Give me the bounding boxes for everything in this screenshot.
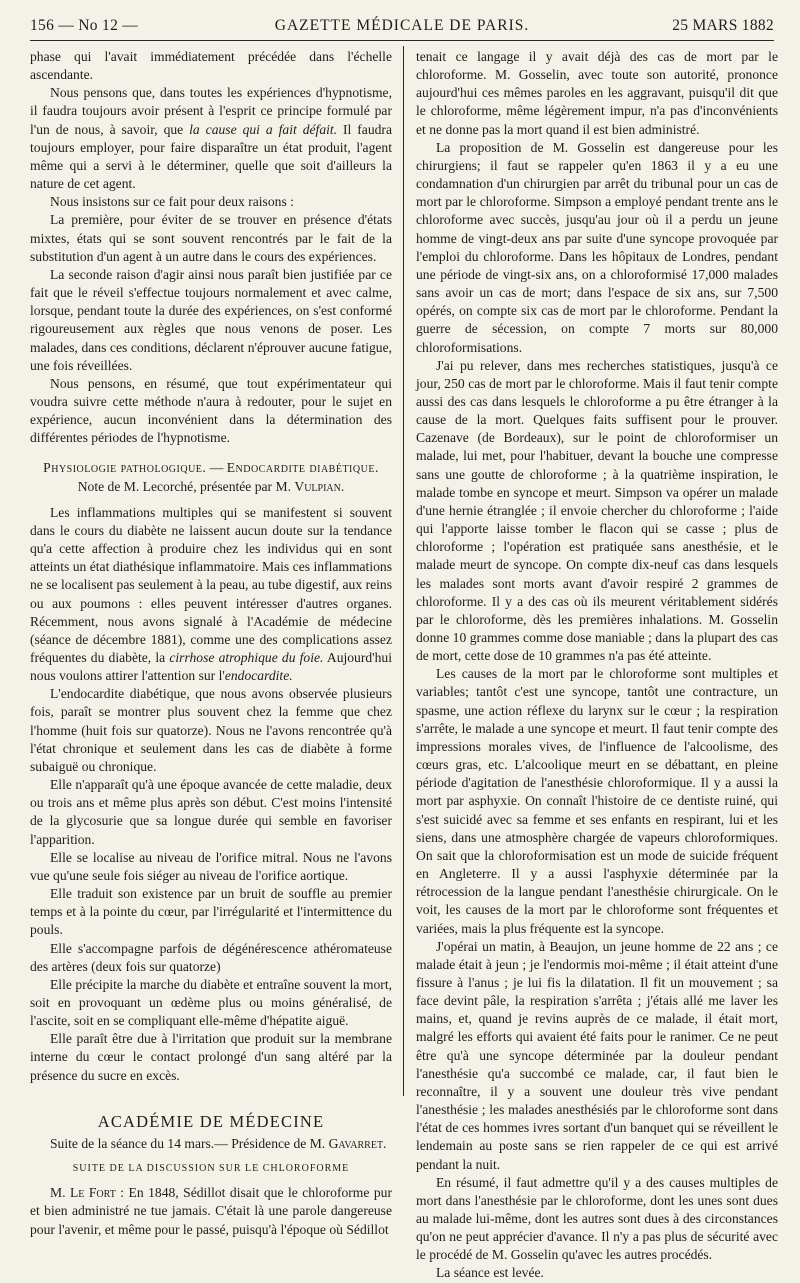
discussion-heading: SUITE DE LA DISCUSSION SUR LE CHLOROFORME [72, 1163, 350, 1175]
paragraph: La séance est levée. [436, 1265, 544, 1281]
issue-date: 25 MARS 1882 [672, 17, 774, 34]
paragraph: Elle n'apparaît qu'à une époque avancée de cette maladie, deux ou trois ans et même plus après son début. C'est moins l'intensité de la glycosurie que sa longue durée qui semble en favoriser l'apparition. [30, 777, 392, 847]
section-heading: Physiologie pathologique. — Endocardite diabétique. [43, 460, 379, 476]
column-divider [403, 46, 404, 1096]
paragraph: Elle précipite la marche du diabète et entraîne souvent la mort, soit en provoquant un œdème plus ou moins généralisé, de l'ascite, soit en se compliquant elle-même d'hépatite aiguë. [30, 976, 392, 1029]
journal-title: GAZETTE MÉDICALE DE PARIS. [274, 17, 530, 34]
paragraph: L'endocardite diabétique, que nous avons observée plusieurs fois, paraît se montrer plus souvent chez la femme que chez l'homme (huit fois sur quatorze). Nous ne l'avons rencontrée qu'à l'état chronique et seulement dans les cas de diabète à forme subaiguë ou chronique. [30, 686, 392, 774]
paragraph: En résumé, il faut admettre qu'il y a des causes multiples de mort dans l'anesthésie par le chloroforme, dont les unes sont dues au malade lui-même, dont les autres sont dues à des circonstances qu'on ne peut apprécier d'avance. Il n'y a pas plus de sécurité avec le procédé de M. Gosselin qu'avec les autres procédés. [416, 1174, 778, 1263]
page-header [30, 14, 774, 41]
paragraph: J'opérai un matin, à Beaujon, un jeune homme de 22 ans ; ce malade était à jeun ; je l'endormis moi-même ; il était atteint d'une fissure à l'anus ; je lui fis la dilatation. Il fit un mouvement ; sa face devint pâle, la respiration s'arrêta ; j'étais allé me laver les mains, et, quand je revins auprès de ce malade, il était mort, malgré les efforts qui avaient été faits pour le ranimer. Ce ne peut être qu'à une syncope déterminée par la douleur pendant l'anesthésie qu'a succombé ce malade, car, il faut bien le reconnaître, il y a souvent une douleur très vive pendant l'anesthésie ; les malades anesthésiés par le chloroforme sont dans l'état de ces hommes ivres sortant d'un banquet qui se réveillent le lendemain au poste sans se rien rappeler de ce qui est arrivé pendant la nuit. [416, 938, 778, 1172]
paragraph: La seconde raison d'agir ainsi nous paraît bien justifiée par ce fait que le réveil s'effectue toujours normalement et avec calme, lorsque, pendant toute la durée des expériences, on s'est conformé rigoureusement aux règles que nous venons de poser. Les malades, dans ces conditions, déclarent n'éprouver aucune fatigue, une fois réveillées. [30, 266, 392, 373]
paragraph: Nous insistons sur ce fait pour deux raisons : [50, 194, 294, 210]
paragraph: La première, pour éviter de se trouver en présence d'états mixtes, états qui se sont souvent rencontrés par le fait de la substitution d'un agent à un autre dans le cours des expériences. [30, 212, 392, 264]
speaker-name: M. Le Fort [50, 1185, 116, 1201]
paragraph: La proposition de M. Gosselin est dangereuse pour les chirurgiens; il faut se rappeler qu'en 1863 il y a eu une condamnation d'un chirurgien par arrêt du tribunal pour un cas de mort par le chloroforme. Simpson a employé pendant trente ans le chloroforme avec succès, jusqu'au jour où il a perdu un jeune homme de vingt-deux ans par suite d'une syncope provoquée par l'emploi du chloroforme. Dans les hôpitaux de Londres, pendant une période de vingt-six ans, on a chloroformisé 17,000 malades sans avoir un cas de mort; dans l'espace de six ans, sur 7,500 opérés, on compte six cas de mort par le chloroforme. Pendant la guerre de sécession, on compte 7 morts sur 80,000 chloroformisations. [416, 139, 778, 355]
paragraph: J'ai pu relever, dans mes recherches statistiques, jusqu'à ce jour, 250 cas de mort par le chloroforme. Mais il faut tenir compte aussi des cas dans lesquels le chloroforme a pu être étranger à la cause de la mort. Quelques faits suffisent pour le prouver. Cazenave (de Bordeaux), sur le point de chloroformiser un malade, lui met, pour l'habituer, devant la bouche une compresse sans une goutte de chloroforme ; à la quatrième inspiration, le malade tombe en syncope et meurt. Simpson va opérer un malade d'une hernie étranglée ; il envoie chercher du chloroforme ; l'aide qui l'apporte laisse tomber le flacon qui se casse ; plus de chloroforme ; l'opération est pratiquée sans anesthésie, et le malade meurt de syncope. On compte dix-neuf cas dans lesquels les malades sont morts avant d'avoir respiré 2 grammes de chloroforme. Il y a des cas où ils meurent véritablement sidérés par le chloroforme, dès les premières inhalations. M. Gosselin donne 10 grammes comme dose maniable ; dans la plupart des cas de mort, cette dose de 10 grammes n'a pas été atteinte. [416, 357, 778, 664]
section-byline: Note de M. Lecorché, présentée par M. Vulpian. [77, 478, 345, 494]
sitting-line: Suite de la séance du 14 mars.— Présidence de M. Gavarret. [50, 1135, 387, 1151]
paragraph: tenait ce langage il y avait déjà des cas de mort par le chloroforme. M. Gosselin, avec toute son autorité, prononce aujourd'hui ces mêmes paroles en les aggravant, puisqu'il dit que le chloroforme, même légèrement impur, n'a pas d'inconvénients et ne donne pas la mort quand il est bien administré. [416, 49, 778, 137]
paragraph: Elle se localise au niveau de l'orifice mitral. Nous ne l'avons vue qu'une seule fois siéger au niveau de l'orifice aortique. [30, 849, 392, 883]
page-number: 156 — No 12 — [30, 17, 139, 34]
academy-heading: ACADÉMIE DE MÉDECINE [97, 1111, 325, 1131]
paragraph: Nous pensons que, dans toutes les expériences d'hypnotisme, il faudra toujours avoir présent à l'esprit ce principe formulé par l'un de nous, à savoir, que la cause qui a fait défait. Il faudra toujours employer, pour faire disparaître un état produit, l'agent même qui a servi à le déterminer, quelle que soit d'ailleurs la nature de cet agent. [30, 85, 392, 192]
paragraph: Elle s'accompagne parfois de dégénérescence athéromateuse des artères (deux fois sur quatorze) [30, 940, 392, 974]
left-column [30, 48, 393, 1237]
paragraph: Nous pensons, en résumé, que tout expérimentateur qui voudra suivre cette méthode n'aura à redouter, pour le sujet en expérience, aucun inconvénient dans la détermination des différentes périodes de l'hypnotisme. [30, 375, 392, 446]
paragraph: Elle paraît être due à l'irritation que produit sur la membrane interne du cœur le contact prolongé d'un sang altéré par la présence du sucre en excès. [30, 1031, 392, 1083]
paragraph: Elle traduit son existence par un bruit de souffle au premier temps et à la pointe du cœur, par l'irrégularité et l'intermittence du pouls. [30, 886, 392, 938]
right-column [416, 48, 778, 1281]
paragraph: M. Le Fort : En 1848, Sédillot disait que le chloroforme pur et bien administré ne tue jamais. C'était là une parole dangereuse pour l'avenir, et même pour le passé, puisqu'à l'époque où Sédillot [30, 1185, 393, 1237]
paragraph: Les causes de la mort par le chloroforme sont multiples et variables; tantôt c'est une syncope, tantôt une contracture, un spasme, une action réflexe du larynx sur le cœur ; la respiration s'arrête, le malade a une syncope et meurt. Il faut tenir compte des impressions morales vives, de l'influence de l'alcoolisme, des cœurs gras, etc. L'alcoolique meurt en se débattant, en pleine période d'agitation de l'anesthésie chloroformique. Il y a aussi la mort par asphyxie. On connaît l'histoire de ce dentiste ruiné, qui s'est suicidé avec sa femme et ses enfants en respirant, lui et les siens, dans une atmosphère chargée de vapeurs chloroformiques. On sait que la chloroformisation est un mode de suicide fréquent en Angleterre. Il y a aussi l'asphyxie déterminée par la rétrocession de la langue pendant l'anesthésie chirurgicale. On le voit, les causes de la mort par le chloroforme sont fréquentes et variées, mais la plus fréquente est la syncope. [416, 666, 778, 936]
paragraph: phase qui l'avait immédiatement précédée dans l'échelle ascendante. [30, 49, 392, 83]
paragraph: Les inflammations multiples qui se manifestent si souvent dans le cours du diabète ne laissent aucun doute sur la tendance qu'a cette affection à produire chez les individus qui en sont atteints un état diathésique inflammatoire. Mais ces inflammations ne se localisent pas seulement à la peau, au tube digestif, aux reins ou aux poumons : elles peuvent intéresser d'autres organes. Récemment, nous avons signalé à l'Académie de médecine (séance de décembre 1881), comme une des complications assez fréquentes du diabète, la cirrhose atrophique du foie. Aujourd'hui nous voulons attirer l'attention sur l'endocardite. [30, 504, 392, 684]
